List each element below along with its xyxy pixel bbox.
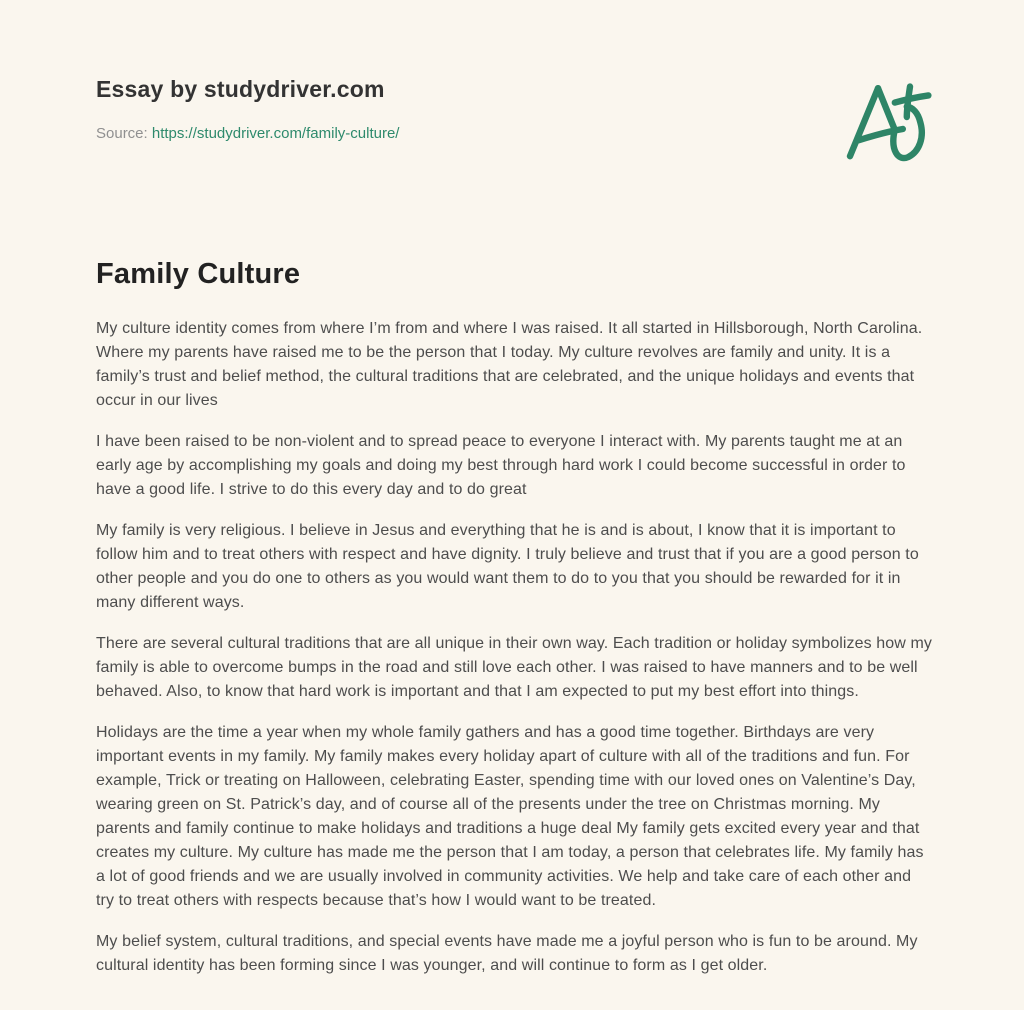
studydriver-a-plus-logo-icon [834,70,938,172]
page-header [96,76,928,143]
source-label: Source: [96,125,148,142]
essay-paragraph: My belief system, cultural traditions, and special events have made me a joyful person who is fun to be around. My cultural identity has been forming since I was younger, and will continue to form as I get older. [96,933,918,974]
header-title: Essay by studydriver.com [96,76,385,102]
source-link[interactable]: https://studydriver.com/family-culture/ [151,125,400,142]
essay-paragraph: There are several cultural traditions that are all unique in their own way. Each tradition or holiday symbolizes how my family is able to overcome bumps in the road and still love each other. I was raised to have manners and to be well behaved. Also, to know that hard work is important and that I am expected to put my best effort into things. [96,635,933,700]
essay-paragraph: My culture identity comes from where I’m from and where I was raised. It all started in Hillsborough, North Carolina. Where my parents have raised me to be the person that I today. My culture revolves are family and unity. It is a family’s trust and belief method, the cultural traditions that are celebrated, and the unique holidays and events that occur in our lives [96,320,923,409]
essay-paragraph: My family is very religious. I believe in Jesus and everything that he is and is about, I know that it is important to follow him and to treat others with respect and have dignity. I truly believe and trust that if you are a good person to other people and you do one to others as you would want them to do to you that you should be rewarded for it in many different ways. [96,522,919,611]
essay-paragraph: I have been raised to be non-violent and to spread peace to everyone I interact with. My parents taught me at an early age by accomplishing my goals and doing my best through hard work I could become successful in order to have a good life. I strive to do this every day and to do great [96,433,906,498]
essay-paragraph: Holidays are the time a year when my whole family gathers and has a good time together. Birthdays are very important events in my family. My family makes every holiday apart of culture with all of the traditions and fun. For example, Trick or treating on Halloween, celebrating Easter, spending time with our loved ones on Valentine’s Day, wearing green on St. Patrick’s day, and of course all of the presents under the tree on Christmas morning. My parents and family continue to make holidays and traditions a huge deal My family gets excited every year and that creates my culture. My culture has made me the person that I am today, a person that celebrates life. My family has a lot of good friends and we are usually involved in community activities. We help and take care of each other and try to treat others with respects because that’s how I would want to be treated. [96,724,924,909]
source-line [96,125,928,143]
essay-body [96,317,932,978]
essay-content [96,257,933,978]
essay-title: Family Culture [96,258,301,290]
